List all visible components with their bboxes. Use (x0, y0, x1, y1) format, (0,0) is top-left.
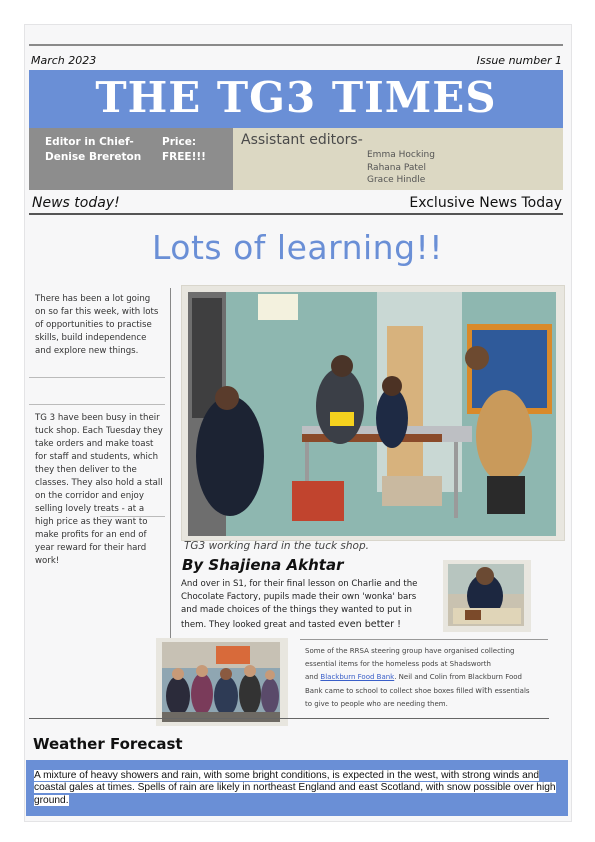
rrsa-line: essential items for the homeless pods at Shadsworth (305, 660, 491, 668)
weather-rule (29, 718, 549, 719)
wonka-bar-photo-art (443, 560, 531, 632)
photo-caption: TG3 working hard in the tuck shop. (184, 540, 369, 552)
assistant-editors-list (367, 149, 435, 187)
rrsa-line: to give to people who are needing them. (305, 700, 448, 708)
assistant-editors-panel (233, 128, 563, 190)
wonka-story-end: even better ! (338, 618, 401, 630)
section-rule (29, 213, 563, 215)
assistant-editor-name: Rahana Patel (367, 162, 426, 173)
rrsa-text: and (305, 673, 321, 681)
masthead (29, 70, 563, 128)
top-rule (29, 44, 563, 46)
tuck-shop-photo-art (182, 286, 564, 540)
column-divider (29, 404, 165, 405)
price-value: FREE!!! (162, 151, 206, 163)
rrsa-text: essentials (492, 687, 530, 695)
rrsa-text: Bank came to school to collect shoe boxes filled (305, 687, 476, 695)
rrsa-group-photo (156, 638, 288, 726)
weather-title: Weather Forecast (33, 735, 183, 753)
rrsa-group-photo-art (156, 638, 288, 726)
rrsa-line (305, 684, 549, 698)
issue-number: Issue number 1 (476, 54, 562, 67)
main-headline: Lots of learning!! (152, 228, 443, 267)
exclusive-news-label: Exclusive News Today (409, 195, 562, 211)
editor-label: Editor in Chief- (45, 136, 134, 148)
story-rule (300, 639, 548, 640)
weather-forecast-text: A mixture of heavy showers and rain, with some bright conditions, is expected in the west, with strong winds and coastal gales at times. Spells of rain are likely in northeast England and east Scotland, with snow possible over high ground. (34, 770, 556, 806)
rrsa-text: with (475, 686, 493, 695)
newspaper-title: THE TG3 TIMES (95, 73, 497, 122)
assistant-editor-name: Emma Hocking (367, 150, 435, 160)
rrsa-line: Some of the RRSA steering group have organised collecting (305, 647, 515, 655)
rrsa-text: . Neil and Colin from Blackburn Food (394, 673, 522, 681)
rrsa-article (305, 645, 549, 711)
column-divider (29, 377, 165, 378)
column-separator (170, 288, 171, 638)
price-label: Price: (162, 136, 197, 148)
intro-paragraph: There has been a lot going on so far this week, with lots of opportunities to practise skills, build independence and explore new things. (35, 294, 159, 356)
story-byline: By Shajiena Akhtar (182, 556, 344, 574)
rrsa-line (305, 671, 549, 684)
issue-date: March 2023 (31, 54, 97, 67)
news-today-label: News today! (32, 195, 120, 211)
column-divider (100, 516, 165, 517)
assistant-editors-title: Assistant editors- (241, 132, 363, 148)
editor-block (45, 135, 141, 165)
editor-name: Denise Brereton (45, 151, 142, 163)
wonka-bar-photo (443, 560, 531, 632)
editor-price-panel (29, 128, 233, 190)
wonka-story-text: And over in S1, for their final lesson on Charlie and the Chocolate Factory, pupils made their own 'wonka' bars and made choices of the things they wanted to put in them. They looked great and tasted (181, 579, 418, 630)
food-bank-link[interactable]: Blackburn Food Bank (320, 673, 395, 681)
tuck-shop-photo (181, 285, 565, 541)
weather-forecast (34, 770, 560, 807)
tuck-shop-paragraph: TG 3 have been busy in their tuck shop. Each Tuesday they take orders and make toast for staff and students, which they then deliver to the classes. They also hold a stall on the corridor and enjoy selling lovely treats - at a high price as they want to make profits for an end of year reward for their hard work! (35, 413, 163, 566)
wonka-story (181, 578, 433, 632)
price-block (162, 135, 206, 165)
assistant-editor-name: Grace Hindle (367, 175, 426, 185)
